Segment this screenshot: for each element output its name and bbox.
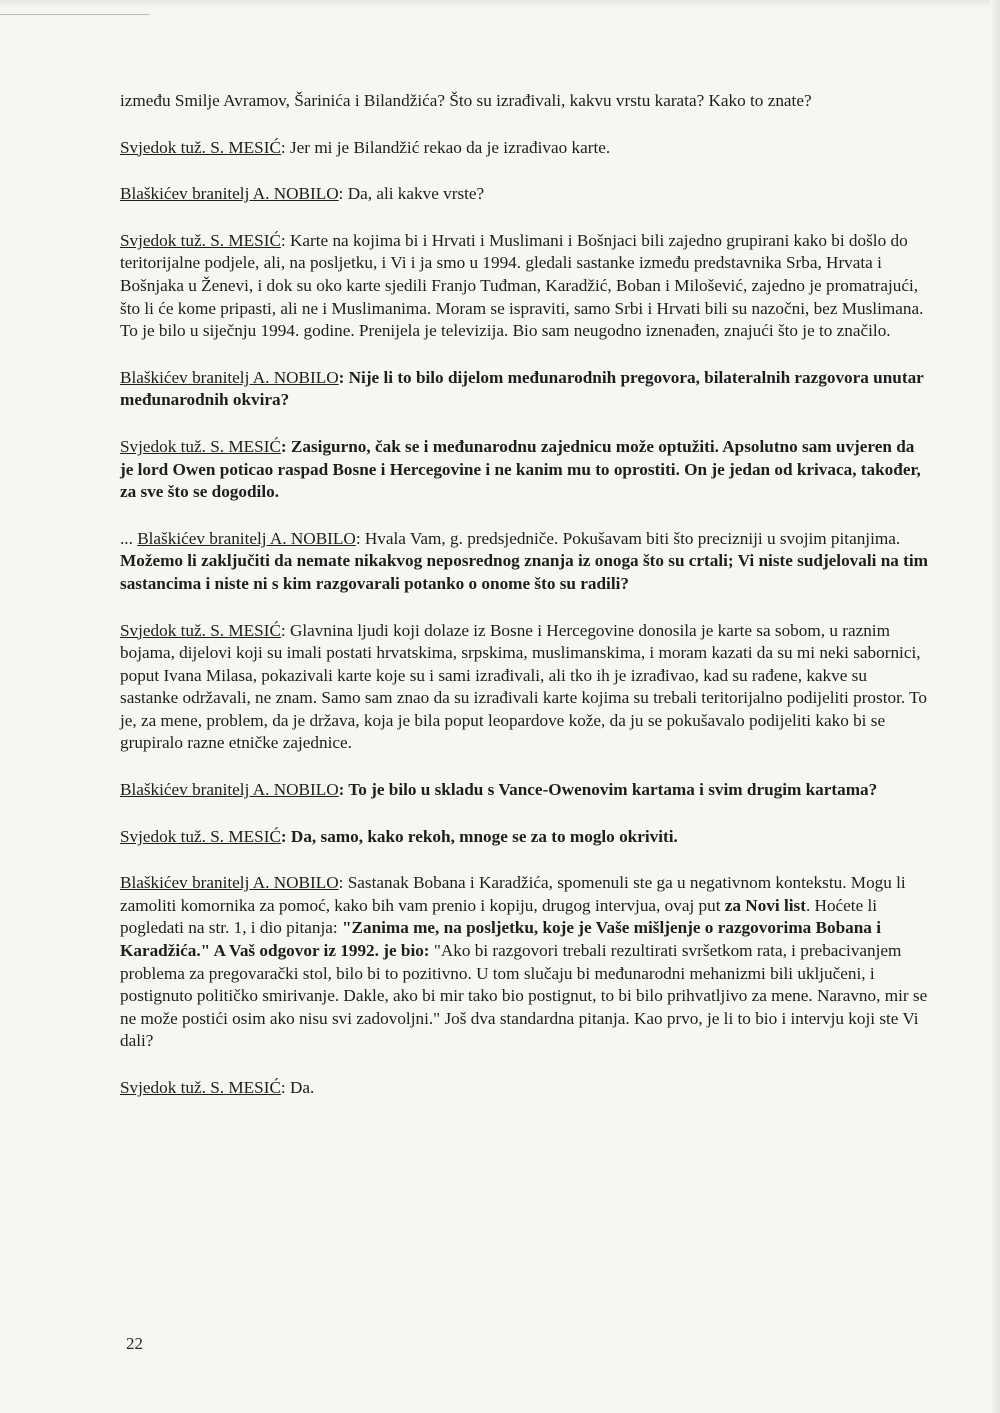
paragraph (120, 436, 928, 504)
paragraph (120, 872, 928, 1053)
speaker-label: Svjedok tuž. S. MESIĆ (120, 436, 281, 456)
paragraph (120, 137, 928, 160)
text-run: : Da. (280, 1078, 315, 1097)
speaker-label: Svjedok tuž. S. MESIĆ (120, 1078, 281, 1097)
paragraph (120, 620, 928, 756)
page-right-edge (990, 0, 1000, 1413)
ellipsis-marker: ... (120, 528, 138, 548)
text-run: između Smilje Avramov, Šarinića i Bilandžića? Što su izrađivali, kakvu vrstu karata? Kako to znate? (120, 91, 812, 110)
paragraph (120, 367, 928, 412)
speaker-label: Svjedok tuž. S. MESIĆ (120, 137, 281, 157)
text-run: : Glavnina ljudi koji dolaze iz Bosne i Hercegovine donosila je karte sa sobom, u raznim bojama, dijelovi koji su imali postati hrvatskima, srpskima, muslimanskima, i moram kazati da su mi neki sabornici, poput Ivana Milasa, pokazivali karte koje su i sami izrađivali, ali tko ih je izrađivao, kad su rađene, kakve su sastanke održavali, ne znam. Samo sam znao da su izrađivali karte kojima su trebali teritorijalno podijeliti prostor. To je, za mene, problem, da je država, koja je bila poput leopardove kože, da ju se pokušavalo podijeliti kako bi se grupiralo razne etničke zajednice. (120, 620, 928, 753)
speaker-label: Blaškićev branitelj A. NOBILO (120, 780, 339, 800)
page-number: 22 (126, 1334, 143, 1353)
text-run: : Karte na kojima bi i Hrvati i Muslimani i Bošnjaci bili zajedno grupirani kako bi došlo do teritorijalne podjele, ali, na posljetku, i Vi i ja smo u 1994. gledali sastanke između predstavnika Srba, Hrvata i Bošnjaka u Ženevi, i dok su oko karte sjedili Franjo Tuđman, Karadžić, Boban i Milošević, zajedno je promatrajući, što li će kome pripasti, ali ne i Muslimanima. Moram se ispraviti, samo Srbi i Hrvati bili su nazočni, bez Muslimana. To je bilo u siječnju 1994. godine. Prenijela je televizija. Bio sam neugodno iznenađen, znajući što je to značilo. (120, 230, 924, 341)
speaker-label: Blaškićev branitelj A. NOBILO (120, 367, 339, 387)
speaker-label: Svjedok tuž. S. MESIĆ (120, 230, 281, 250)
speaker-label: Svjedok tuž. S. MESIĆ (120, 620, 281, 640)
bold-text-run: "Zanima me, na posljetku, koje je Vaše mišljenje o razgovorima Bobana i Karadžića." A Vaš odgovor iz 1992. je bio: (120, 918, 881, 961)
bold-text-run: za Novi list (724, 895, 806, 915)
speaker-label: Blaškićev branitelj A. NOBILO (120, 184, 339, 204)
transcript-body (120, 90, 928, 1124)
paragraph (120, 183, 928, 206)
speaker-label: Blaškićev branitelj A. NOBILO (120, 873, 339, 893)
paragraph (120, 230, 928, 343)
text-run: : Sastanak Bobana i Karadžića, spomenuli ste ga u negativnom kontekstu. Mogu li zamoliti komornika za pomoć, kako bih vam prenio i kopiju, drugog intervjua, ovaj put (120, 873, 906, 915)
text-run: : Hvala Vam, g. predsjedniče. Pokušavam biti što precizniji u svojim pitanjima. (355, 528, 901, 548)
paragraph (120, 1077, 928, 1100)
bold-text-run: : Da, samo, kako rekoh, mnoge se za to moglo okriviti. (280, 826, 678, 846)
text-run: : Da, ali kakve vrste? (338, 184, 485, 204)
text-run: : Jer mi je Bilandžić rekao da je izrađivao karte. (280, 137, 611, 157)
bold-text-run: : Zasigurno, čak se i međunarodnu zajednicu može optužiti. Apsolutno sam uvjeren da je lord Owen poticao raspad Bosne i Hercegovine i ne kanim mu to oprostiti. On je jedan od krivaca, također, za sve što se dogodilo. (120, 436, 921, 502)
page-top-edge (0, 0, 1000, 8)
bold-text-run: : Nije li to bilo dijelom međunarodnih pregovora, bilateralnih razgovora unutar međunarodnih okvira? (120, 367, 924, 410)
page-top-rule (0, 14, 150, 15)
paragraph (120, 90, 928, 113)
text-run: "Ako bi razgovori trebali rezultirati svršetkom rata, i prebacivanjem problema za pregovarački stol, bilo bi to pozitivno. U tom slučaju bi međunarodni mehanizmi bili uključeni, i postignuto političko smirivanje. Dakle, ako bi mir tako bio postignut, to bi bilo prihvatljivo za mene. Naravno, mir se ne može postići osim ako nisu svi zadovoljni." Još dva standardna pitanja. Kao prvo, je li to bio i intervju koji ste Vi dali? (120, 941, 928, 1051)
bold-text-run: Možemo li zaključiti da nemate nikakvog neposrednog znanja iz onoga što su crtali; Vi niste sudjelovali na tim sastancima i niste ni s kim razgovarali potanko o onome što su radili? (120, 551, 928, 593)
speaker-label: Svjedok tuž. S. MESIĆ (120, 826, 281, 846)
paragraph (120, 779, 928, 802)
paragraph (120, 528, 928, 596)
paragraph (120, 826, 928, 849)
speaker-label: Blaškićev branitelj A. NOBILO (137, 528, 356, 548)
bold-text-run: : To je bilo u skladu s Vance-Owenovim kartama i svim drugim kartama? (338, 780, 878, 800)
text-run: . Hoćete li pogledati na str. 1, i dio pitanja: (120, 895, 878, 938)
